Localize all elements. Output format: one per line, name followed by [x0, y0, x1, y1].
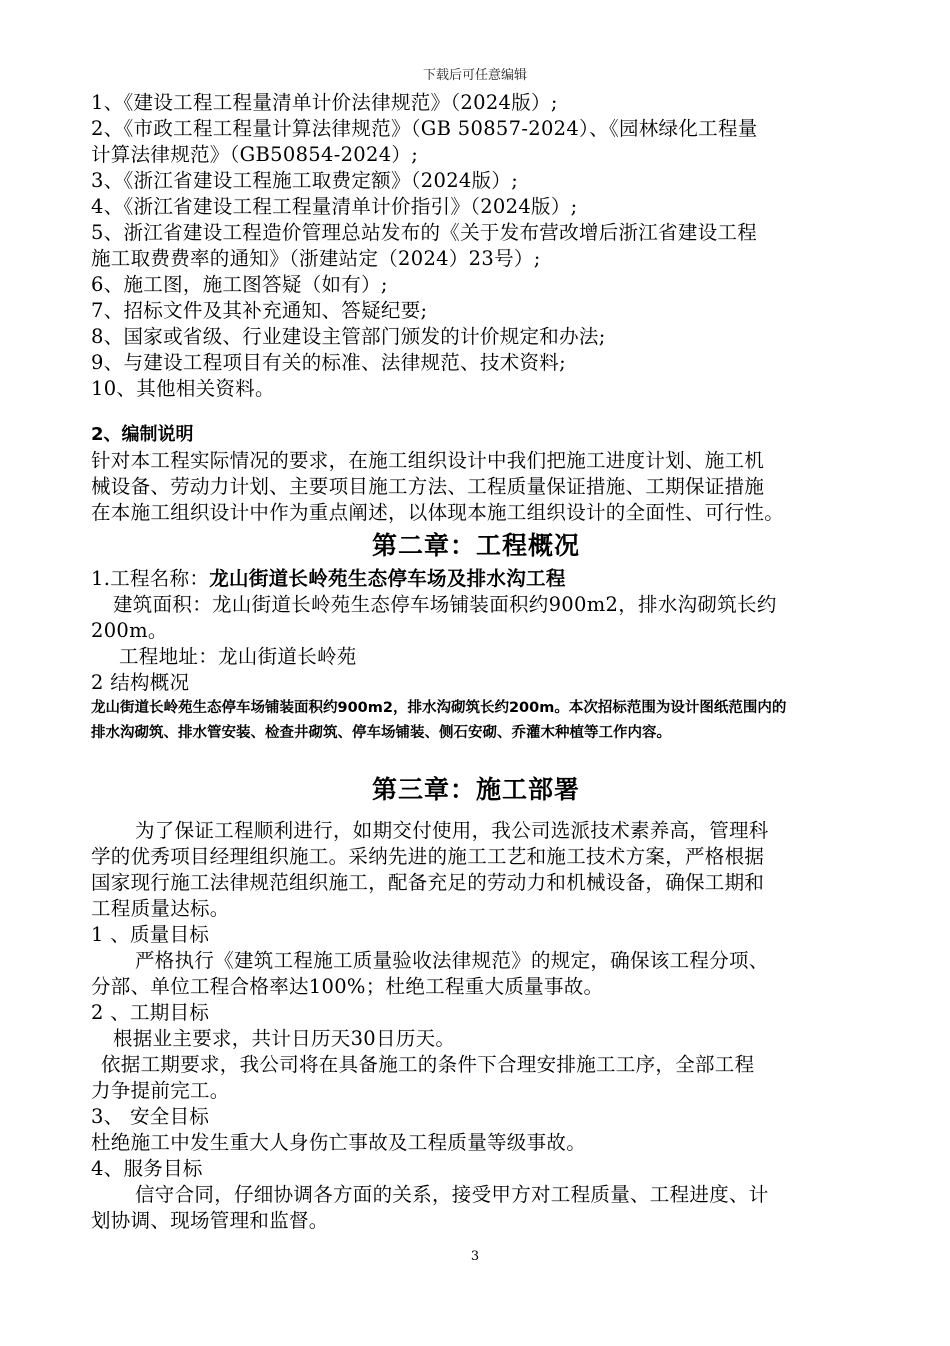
paragraph-line: 划协调、现场管理和监督。	[91, 1209, 329, 1232]
paragraph-line: 械设备、劳动力计划、主要项目施工方法、工程质量保证措施、工期保证措施	[91, 475, 765, 498]
document-body	[91, 90, 861, 1234]
list-item: 7、招标文件及其补充通知、答疑纪要;	[91, 299, 428, 322]
list-item: 8、国家或省级、行业建设主管部门颁发的计价规定和办法;	[91, 325, 606, 348]
list-item: 施工取费费率的通知》（浙建站定（2024）23号）;	[91, 247, 541, 270]
list-item: 5、浙江省建设工程造价管理总站发布的《关于发布营改增后浙江省建设工程	[91, 221, 758, 244]
paragraph-line: 国家现行施工法律规范组织施工，配备充足的劳动力和机械设备，确保工期和	[91, 871, 765, 894]
page-number: 3	[470, 1249, 480, 1264]
service-title: 4、服务目标	[91, 1157, 203, 1180]
safety-title: 3、 安全目标	[91, 1105, 210, 1128]
structure-title: 2 结构概况	[91, 671, 190, 694]
list-item: 2、《市政工程工程量计算法律规范》（GB 50857-2024）、《园林绿化工程量	[91, 117, 758, 140]
paragraph-line: 信守合同，仔细协调各方面的关系，接受甲方对工程质量、工程进度、计	[135, 1183, 769, 1206]
paragraph-line: 为了保证工程顺利进行，如期交付使用，我公司选派技术素养高，管理科	[135, 819, 769, 842]
paragraph-line: 工程质量达标。	[91, 897, 230, 920]
address-line: 工程地址：龙山街道长岭苑	[119, 645, 357, 668]
paragraph-line: 根据业主要求，共计日历天30日历天。	[113, 1027, 456, 1050]
list-item: 9、与建设工程项目有关的标准、法律规范、技术资料;	[91, 351, 566, 374]
structure-line: 龙山街道长岭苑生态停车场铺装面积约900m2，排水沟砌筑长约200m。本次招标范围为设计图纸范围内的	[91, 700, 787, 716]
list-item: 4、《浙江省建设工程工程量清单计价指引》（2024版）;	[91, 195, 578, 218]
area-line: 200m。	[91, 619, 168, 642]
project-name-label: 1.工程名称：	[91, 567, 210, 590]
paragraph-line: 杜绝施工中发生重大人身伤亡事故及工程质量等级事故。	[91, 1131, 587, 1154]
list-item: 计算法律规范》（GB50854-2024）;	[91, 143, 419, 166]
list-item: 1、《建设工程工程量清单计价法律规范》（2024版）;	[91, 91, 558, 114]
page-header: 下载后可任意编辑	[422, 68, 527, 83]
quality-title: 1 、质量目标	[91, 923, 210, 946]
paragraph-line: 学的优秀项目经理组织施工。采纳先进的施工工艺和施工技术方案，严格根据	[91, 845, 765, 868]
paragraph-line: 依据工期要求，我公司将在具备施工的条件下合理安排施工工序，全部工程	[101, 1053, 755, 1076]
schedule-title: 2 、工期目标	[91, 1001, 210, 1024]
structure-line: 排水沟砌筑、排水管安装、检查井砌筑、停车场铺装、侧石安砌、乔灌木种植等工作内容。	[91, 725, 671, 741]
section-title-compilation: 2、编制说明	[91, 424, 194, 445]
paragraph-line: 针对本工程实际情况的要求，在施工组织设计中我们把施工进度计划、施工机	[91, 449, 765, 472]
list-item: 10、其他相关资料。	[91, 377, 275, 400]
basis-list	[91, 90, 861, 402]
list-item: 3、《浙江省建设工程施工取费定额》（2024版）;	[91, 169, 519, 192]
paragraph-line: 严格执行《建筑工程施工质量验收法律规范》的规定，确保该工程分项、	[135, 949, 769, 972]
project-name: 龙山街道长岭苑生态停车场及排水沟工程	[209, 567, 566, 590]
area-line: 建筑面积：龙山街道长岭苑生态停车场铺装面积约900m2，排水沟砌筑长约	[113, 593, 777, 616]
chapter-title-deployment: 第三章：施工部署	[371, 775, 580, 804]
paragraph-line: 力争提前完工。	[91, 1079, 230, 1102]
list-item: 6、施工图，施工图答疑（如有）;	[91, 273, 388, 296]
chapter-title-overview: 第二章：工程概况	[371, 531, 580, 560]
paragraph-line: 在本施工组织设计中作为重点阐述，以体现本施工组织设计的全面性、可行性。	[91, 501, 785, 524]
project-name-line	[91, 566, 861, 592]
paragraph-line: 分部、单位工程合格率达100%；杜绝工程重大质量事故。	[91, 975, 604, 998]
